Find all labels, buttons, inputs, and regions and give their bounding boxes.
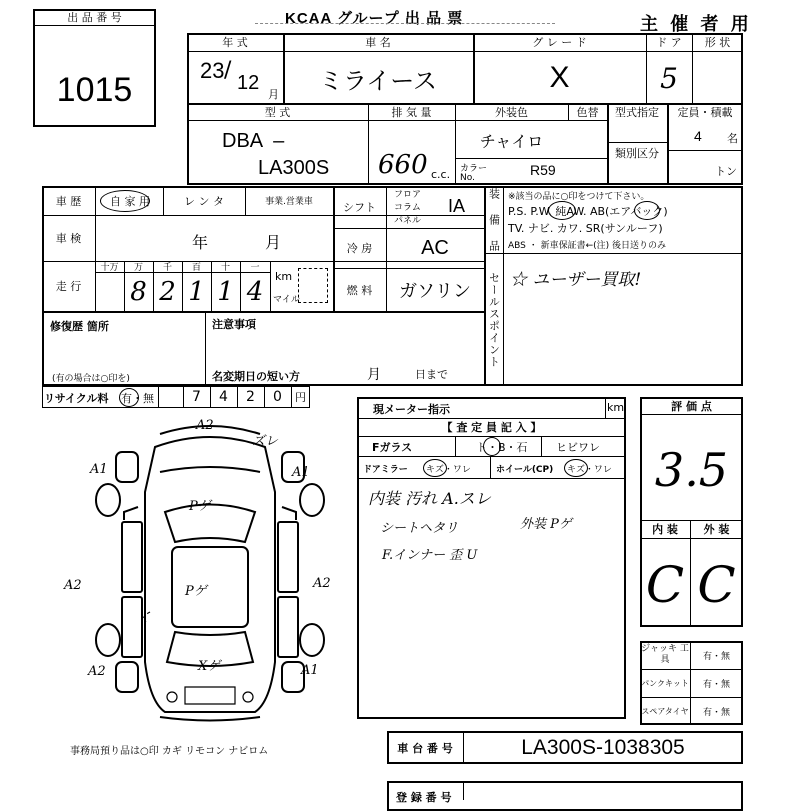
mileage-unit-100: 百 (191, 263, 201, 273)
damage-mark: A2 (196, 418, 214, 433)
mileage-unit-100k: 十万 (100, 263, 119, 273)
recycle-unit: 円 (295, 391, 306, 404)
equipment-line-1: P.S. P.W. 純AW. AB(エアバック) (508, 205, 668, 218)
mileage-unit-1: 一 (250, 263, 260, 273)
km-label: km (275, 270, 293, 283)
fuel-value: ガソリン (399, 280, 471, 302)
category-label: 類別区分 (615, 147, 659, 160)
jack-yes-no: 有・無 (702, 651, 730, 662)
registration-number-label: 登 録 番 号 (396, 791, 452, 804)
inspection-note: シートヘタリ (380, 521, 459, 536)
lot-number-label: 出 品 番 号 (67, 11, 122, 24)
recycle-digit: 0 (273, 389, 282, 405)
ac-label: 冷 房 (346, 242, 373, 255)
meter-label: 現メーター指示 (373, 403, 450, 416)
mileage-unit-1k: 千 (162, 263, 172, 273)
interior-grade: C (645, 556, 685, 614)
name-change-label: 名変期日の短い方 (212, 370, 300, 383)
inspection-note: 外装 Pゲ (520, 517, 572, 532)
damage-mark: A1 (292, 465, 310, 480)
doors-label: ド ア (656, 36, 682, 49)
model-prefix: DBA – (222, 130, 285, 152)
recycle-digit: 4 (219, 389, 228, 405)
type-designation-label: 型式指定 (615, 105, 659, 119)
damage-mark: ズレ (252, 434, 279, 449)
interior-label: 内 装 (652, 523, 678, 536)
puncture-kit-yes-no: 有・無 (702, 679, 730, 690)
sheet-title: KCAA グループ 出 品 票 (285, 10, 464, 27)
shift-option-column: コラム (394, 203, 421, 213)
capacity-label: 定員・積載 (677, 105, 733, 119)
mileage-label: 走 行 (55, 280, 82, 293)
mileage-digit: 2 (159, 277, 176, 307)
door-count: 5 (660, 61, 678, 95)
name-change-month: 月 (367, 367, 381, 383)
wheel-label: ホイール(CP) (496, 465, 554, 475)
mirror-scratch-circle (423, 459, 447, 477)
damage-mark: Pゲ (189, 499, 211, 514)
exterior-label: 外 装 (703, 523, 730, 536)
mileage-digit: 8 (130, 277, 147, 307)
year-slash: / (224, 58, 232, 83)
front-glass-label: Fガラス (372, 441, 413, 454)
ac-value: AC (421, 236, 449, 259)
color-code: R59 (530, 162, 556, 178)
shift-option-panel: パネル (394, 216, 422, 226)
shift-option-floor: フロア (394, 190, 422, 200)
door-mirror-options: キズ・ワレ (426, 465, 471, 475)
business-option: 事業.営業車 (265, 197, 313, 207)
glass-b-circle (483, 437, 501, 456)
recycle-yes-circle (119, 388, 139, 407)
lot-number: 1015 (56, 70, 133, 109)
load-unit: トン (715, 165, 737, 178)
exterior-color-label: 外装色 (495, 105, 528, 119)
inspection-year-unit: 年 (192, 233, 209, 252)
equipment-label: 装 備 品 (487, 187, 501, 252)
front-glass-options: ト・B・石 (476, 441, 528, 454)
color-change-label: 色替 (576, 105, 599, 119)
car-name: ミライース (318, 66, 438, 95)
private-use-option: 自 家 用 (110, 194, 150, 208)
grade: X (549, 61, 570, 94)
month-unit: 月 (268, 88, 279, 101)
displacement-unit: c.c. (431, 168, 451, 181)
color-code-label: カラー No. (460, 164, 488, 183)
model-month: 12 (237, 72, 260, 94)
rental-option: レ ン タ (184, 194, 224, 208)
ab-circle (634, 201, 660, 220)
model-label: 型 式 (264, 105, 291, 119)
damage-mark: A2 (313, 576, 331, 591)
office-items-note: 事務局預り品は○印 カギ リモコン ナビロム (70, 746, 269, 757)
inspection-note: 内装 汚れ A.スレ (368, 489, 491, 508)
sales-point-label: セールスポイント (487, 272, 501, 368)
exterior-color: チャイロ (479, 131, 544, 151)
wheel-options: キズ・ワレ (567, 465, 612, 475)
shift-label: シフト (343, 201, 376, 214)
puncture-kit-label: パンクキット (641, 678, 689, 688)
damage-mark: A1 (301, 663, 319, 678)
inspection-note: F.インナー 歪 U (382, 548, 478, 563)
jack-label: ジャッキ 工 具 (641, 644, 689, 665)
score-label: 評 価 点 (671, 399, 712, 413)
mileage-digit: 1 (217, 277, 234, 307)
private-use-circle (100, 190, 150, 212)
caution-label: 注意事項 (212, 318, 256, 331)
damage-mark: A2 (64, 578, 82, 593)
damage-mark: A1 (90, 462, 108, 477)
overall-score: 3.5 (654, 443, 729, 497)
mileage-unit-box (298, 268, 328, 303)
model-code: LA300S (258, 157, 330, 179)
spare-tire-label: スペアタイヤ (641, 706, 689, 716)
spare-tire-yes-no: 有・無 (702, 707, 730, 718)
equipment-line-2: TV. ナビ. カワ. SR(サンルーフ) (508, 222, 663, 235)
mileage-digit: 1 (188, 277, 205, 307)
grade-label: グ レ ー ド (532, 36, 587, 49)
door-mirror-label: ドアミラー (363, 465, 408, 475)
recycle-digit: 7 (192, 389, 201, 405)
inspection-month-unit: 月 (265, 233, 282, 252)
damage-mark: Pゲ (185, 584, 207, 599)
meter-unit: km (606, 401, 625, 414)
recycle-fee-label: リサイクル料 (44, 392, 109, 405)
car-name-label: 車 名 (365, 36, 391, 49)
repair-history-label: 修復歴 箇所 (50, 320, 109, 333)
mile-label: マイル (273, 295, 300, 305)
capacity-unit: 名 (727, 132, 738, 145)
equipment-line-3: ABS ・ 新車保証書←(注) 後日送りのみ (508, 241, 667, 251)
passenger-capacity: 4 (694, 128, 702, 144)
equipment-note: ※該当の品に○印をつけて下さい。 (508, 192, 650, 202)
shift-value: IA (448, 196, 466, 216)
chassis-number: LA300S-1038305 (521, 735, 685, 759)
damage-mark: A2 (88, 664, 106, 679)
name-change-day: 日まで (415, 368, 448, 381)
inspection-label: 車 検 (55, 232, 82, 245)
year-label: 年 式 (222, 36, 248, 49)
displacement-label: 排 気 量 (391, 105, 432, 119)
recycle-digit: 2 (246, 389, 255, 405)
wheel-scratch-circle (564, 459, 588, 477)
organizer-label: 主 催 者 用 (640, 14, 752, 35)
mileage-unit-10k: 万 (133, 263, 143, 273)
pw-circle (548, 201, 576, 220)
vehicle-history-label: 車 歴 (55, 194, 82, 208)
exterior-grade: C (697, 556, 736, 614)
shape-label: 形 状 (704, 36, 731, 49)
chassis-number-label: 車 台 番 号 (397, 741, 453, 755)
crack-label: ヒビワレ (556, 441, 600, 454)
inspector-heading: 【 査 定 員 記 入 】 (441, 421, 542, 434)
recycle-yes-no: 有・無 (121, 392, 154, 405)
mileage-digit: 4 (246, 277, 264, 307)
model-year: 23 (200, 58, 225, 83)
fuel-label: 燃 料 (346, 283, 373, 297)
displacement-value: 660 (378, 150, 428, 180)
mileage-unit-10: 十 (220, 263, 230, 273)
damage-mark: Xゲ (198, 659, 221, 674)
sales-point-text: ☆ ユーザー買取! (510, 270, 642, 290)
repair-history-note: (有の場合は○印を) (52, 374, 130, 384)
